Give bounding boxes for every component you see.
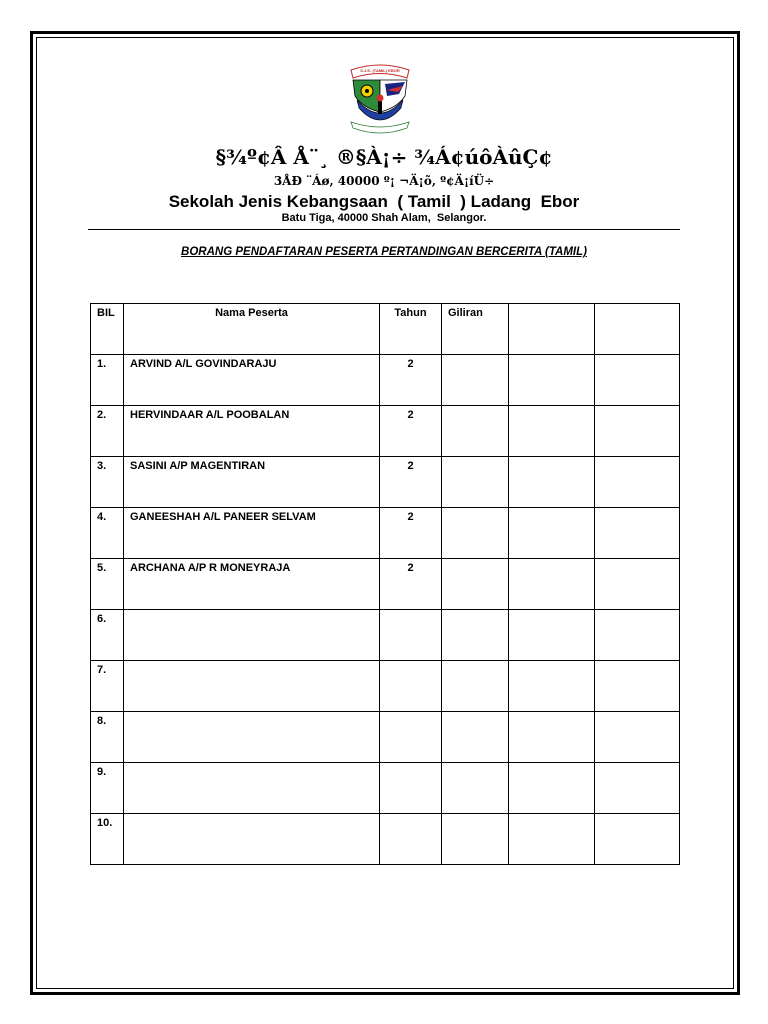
school-address: Batu Tiga, 40000 Shah Alam, Selangor. (281, 212, 487, 224)
cell-tahun (380, 814, 442, 865)
table-row (91, 355, 680, 406)
cell-blank-2 (595, 457, 680, 508)
cell-tahun (380, 712, 442, 763)
cell-blank-2 (595, 610, 680, 661)
cell-giliran (442, 763, 509, 814)
column-header-nama-peserta: Nama Peserta (124, 304, 380, 355)
cell-bil: 3. (91, 457, 124, 508)
cell-blank-2 (595, 763, 680, 814)
cell-tahun (380, 763, 442, 814)
cell-blank-1 (509, 661, 595, 712)
cell-blank-2 (595, 814, 680, 865)
cell-blank-1 (509, 508, 595, 559)
cell-tahun: 2 (380, 355, 442, 406)
form-title: BORANG PENDAFTARAN PESERTA PERTANDINGAN BERCERITA (TAMIL) (181, 246, 587, 258)
column-header-giliran: Giliran (442, 304, 509, 355)
cell-bil: 4. (91, 508, 124, 559)
cell-blank-1 (509, 712, 595, 763)
table-row (91, 610, 680, 661)
school-address-tamil: 3ÅÐ ¨Áø, 40000 º¡ ¬Ä¡õ, º¢Ä¡íÜ÷ (273, 174, 495, 188)
cell-nama-peserta (124, 814, 380, 865)
school-name-tamil: §¾º¢Â Å¨¸ ®§À¡÷ ¾Á¢úôÀûÇ¢ (215, 145, 553, 169)
header-divider (88, 229, 680, 230)
table-row (91, 559, 680, 610)
cell-giliran (442, 559, 509, 610)
cell-giliran (442, 712, 509, 763)
cell-bil: 8. (91, 712, 124, 763)
cell-blank-1 (509, 763, 595, 814)
cell-nama-peserta (124, 610, 380, 661)
column-header-tahun: Tahun (380, 304, 442, 355)
cell-blank-1 (509, 559, 595, 610)
school-crest-icon (343, 60, 417, 136)
table-row (91, 763, 680, 814)
cell-nama-peserta (124, 661, 380, 712)
column-header-blank-2 (595, 304, 680, 355)
cell-nama-peserta: ARVIND A/L GOVINDARAJU (124, 355, 380, 406)
registration-table (90, 303, 680, 865)
cell-bil: 1. (91, 355, 124, 406)
table-row (91, 508, 680, 559)
cell-nama-peserta (124, 763, 380, 814)
table-row (91, 814, 680, 865)
cell-tahun (380, 661, 442, 712)
table-row (91, 406, 680, 457)
cell-giliran (442, 610, 509, 661)
cell-giliran (442, 814, 509, 865)
cell-blank-1 (509, 406, 595, 457)
cell-bil: 6. (91, 610, 124, 661)
cell-nama-peserta: ARCHANA A/P R MONEYRAJA (124, 559, 380, 610)
column-header-bil: BIL (91, 304, 124, 355)
cell-giliran (442, 661, 509, 712)
crest-banner-text: S.J.K. (TAMIL) EBOR (360, 68, 400, 73)
cell-blank-1 (509, 610, 595, 661)
cell-nama-peserta (124, 712, 380, 763)
cell-blank-2 (595, 406, 680, 457)
cell-giliran (442, 457, 509, 508)
cell-blank-2 (595, 508, 680, 559)
cell-bil: 10. (91, 814, 124, 865)
cell-tahun: 2 (380, 457, 442, 508)
cell-bil: 5. (91, 559, 124, 610)
cell-bil: 2. (91, 406, 124, 457)
cell-tahun: 2 (380, 508, 442, 559)
cell-nama-peserta: GANEESHAH A/L PANEER SELVAM (124, 508, 380, 559)
cell-tahun: 2 (380, 559, 442, 610)
cell-blank-2 (595, 355, 680, 406)
school-name: Sekolah Jenis Kebangsaan ( Tamil ) Ladang Ebor (168, 192, 580, 211)
table-row (91, 457, 680, 508)
cell-bil: 9. (91, 763, 124, 814)
cell-giliran (442, 406, 509, 457)
table-row (91, 712, 680, 763)
cell-nama-peserta: SASINI A/P MAGENTIRAN (124, 457, 380, 508)
cell-tahun (380, 610, 442, 661)
cell-blank-2 (595, 712, 680, 763)
cell-blank-1 (509, 457, 595, 508)
cell-blank-2 (595, 559, 680, 610)
table-row (91, 661, 680, 712)
cell-blank-2 (595, 661, 680, 712)
cell-bil: 7. (91, 661, 124, 712)
cell-giliran (442, 355, 509, 406)
cell-blank-1 (509, 355, 595, 406)
cell-giliran (442, 508, 509, 559)
table-header-row (91, 304, 680, 355)
cell-nama-peserta: HERVINDAAR A/L POOBALAN (124, 406, 380, 457)
cell-tahun: 2 (380, 406, 442, 457)
column-header-blank-1 (509, 304, 595, 355)
cell-blank-1 (509, 814, 595, 865)
